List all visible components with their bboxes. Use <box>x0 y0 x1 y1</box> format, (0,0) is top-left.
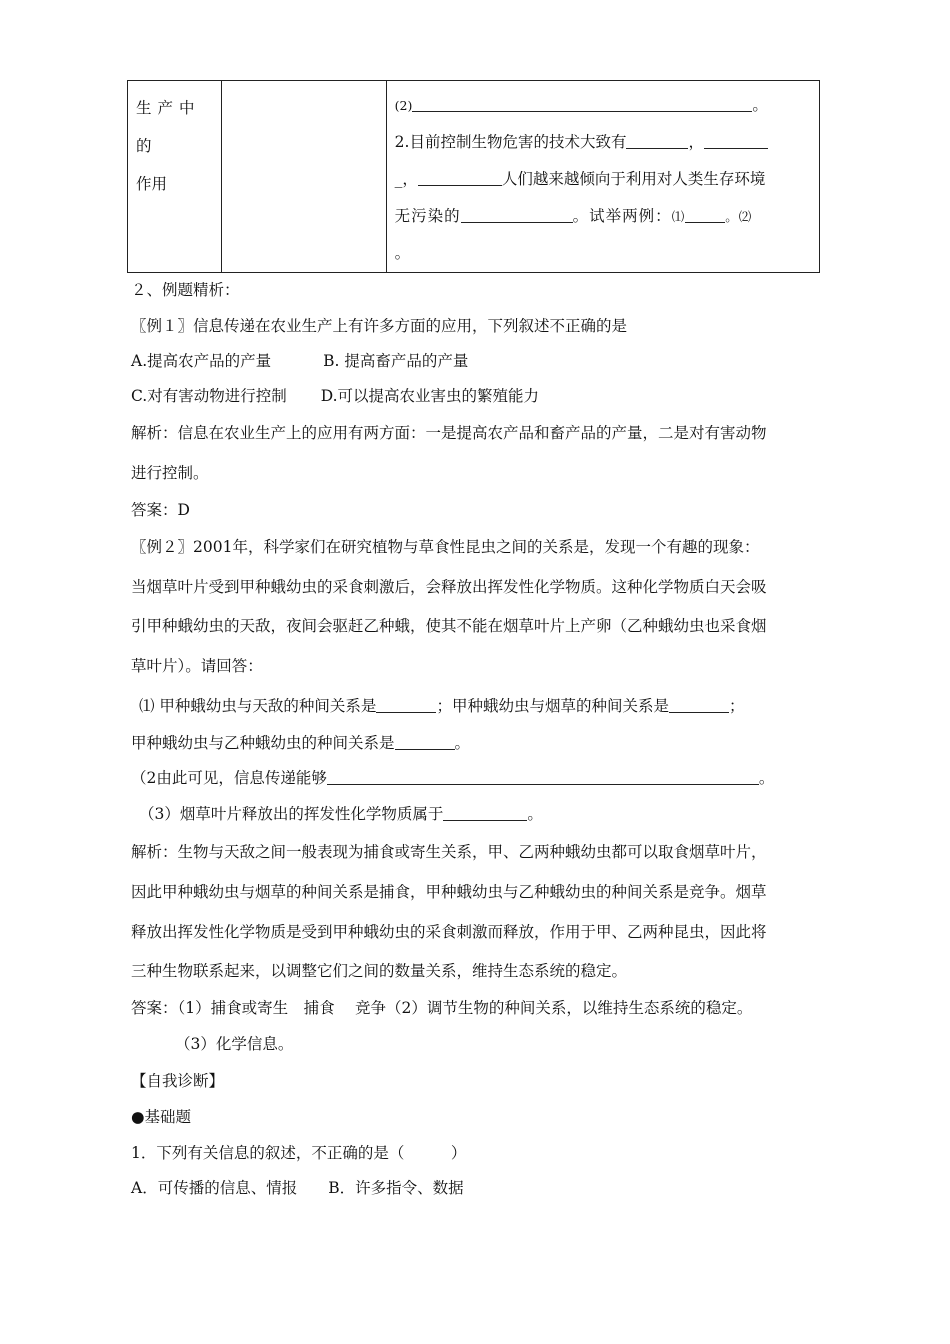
text: 甲种蛾幼虫与乙种蛾幼虫的种间关系是 <box>131 734 395 752</box>
example1-options-ab <box>131 349 468 371</box>
example1-options-cd <box>131 384 539 406</box>
cell-line-4 <box>395 198 809 235</box>
example2-q2 <box>131 766 774 788</box>
text: ⑴ <box>671 209 686 224</box>
period: 。 <box>752 96 768 114</box>
blank-line <box>376 697 436 714</box>
text: 。 <box>758 769 775 787</box>
cell-line-1 <box>395 87 809 124</box>
cell-line-2 <box>395 124 809 161</box>
question-1-options: A．可传播的信息、情报 B．许多指令、数据 <box>131 1179 464 1197</box>
blank-line <box>669 697 729 714</box>
blank-line <box>626 133 688 150</box>
text: 人们越来越倾向于利用对人类生存环境 <box>501 170 766 188</box>
question-1: 1．下列有关信息的叙述，不正确的是（ ） <box>131 1144 467 1162</box>
text: ， <box>688 133 704 151</box>
row-label-line1: 生产中的 <box>136 99 201 155</box>
blank-line <box>461 207 573 224</box>
cell-line-3 <box>395 161 809 198</box>
example2-analysis-line2: 因此甲种蛾幼虫与烟草的种间关系是捕食，甲种蛾幼虫与乙种蛾幼虫的种间关系是竞争。烟草 <box>131 883 767 901</box>
blank-line <box>443 805 527 822</box>
self-diagnosis-title: 【自我诊断】 <box>131 1072 225 1090</box>
item-2-marker: (2) <box>394 98 413 113</box>
blank-line <box>395 734 455 751</box>
text: ； <box>728 697 745 715</box>
basic-heading: ●基础题 <box>131 1108 192 1126</box>
text: 。试举两例： <box>572 207 672 225</box>
example2-q1-line2 <box>131 731 470 753</box>
text: _， <box>394 170 418 188</box>
role-table <box>127 80 820 273</box>
example2-q1-line1 <box>139 694 744 716</box>
row-label-line2: 作用 <box>136 175 168 193</box>
example1-stem: 〖例１〗信息传递在农业生产上有许多方面的应用，下列叙述不正确的是 <box>131 317 628 335</box>
text: 。 <box>454 734 471 752</box>
example1-analysis-line2: 进行控制。 <box>131 464 209 482</box>
row-label-cell <box>128 81 222 273</box>
example2-stem-line3: 引甲种蛾幼虫的天敌，夜间会驱赶乙种蛾，使其不能在烟草叶片上产卵（乙种蛾幼虫也采食烟 <box>131 617 767 635</box>
example2-analysis-line3: 释放出挥发性化学物质是受到甲种蛾幼虫的采食刺激而释放，作用于甲、乙两种昆虫，因此将 <box>131 923 767 941</box>
example2-answer-line1: 答案：（1）捕食或寄生 捕食 竞争（2）调节生物的种间关系，以维持生态系统的稳定。 <box>131 999 753 1017</box>
option-c: C.对有害动物进行控制 <box>131 387 287 405</box>
content-cell <box>386 81 819 273</box>
empty-cell <box>221 81 386 273</box>
blank-line <box>418 170 502 187</box>
example2-answer-line2: （3）化学信息。 <box>175 1035 294 1053</box>
example2-stem-line2: 当烟草叶片受到甲种蛾幼虫的采食刺激后，会释放出挥发性化学物质。这种化学物质白天会吸 <box>131 578 767 596</box>
blank-line <box>685 207 725 224</box>
text: 。⑵ <box>725 209 753 224</box>
example2-q3 <box>139 802 543 824</box>
option-a: A.提高农产品的产量 <box>131 352 272 370</box>
section-title: ２、例题精析： <box>131 281 240 299</box>
text: 2.目前控制生物危害的技术大致有 <box>394 133 627 151</box>
example2-analysis-line1: 解析：生物与天敌之间一般表现为捕食或寄生关系，甲、乙两种蛾幼虫都可以取食烟草叶片， <box>131 843 767 861</box>
option-d: D.可以提高农业害虫的繁殖能力 <box>320 387 540 405</box>
text: ⑴ 甲种蛾幼虫与天敌的种间关系是 <box>139 697 377 715</box>
blank-line <box>704 133 768 150</box>
text: 。 <box>527 805 543 823</box>
example1-analysis-line1: 解析：信息在农业生产上的应用有两方面：一是提高农产品和畜产品的产量，二是对有害动物 <box>131 424 767 442</box>
example2-stem-line1: 〖例２〗2001年，科学家们在研究植物与草食性昆虫之间的关系是，发现一个有趣的现象： <box>131 538 760 556</box>
text: 无污染的 <box>394 207 461 225</box>
text: （3）烟草叶片释放出的挥发性化学物质属于 <box>139 805 444 823</box>
example2-stem-line4: 草叶片）。请回答： <box>131 657 263 675</box>
text: （2由此可见，信息传递能够 <box>131 769 327 787</box>
cell-line-5: 。 <box>394 244 411 262</box>
example2-analysis-line4: 三种生物联系起来，以调整它们之间的数量关系，维持生态系统的稳定。 <box>131 962 628 980</box>
text: ；甲种蛾幼虫与烟草的种间关系是 <box>436 697 669 715</box>
option-b: B. 提高畜产品的产量 <box>323 352 469 370</box>
example1-answer: 答案：D <box>131 501 190 519</box>
blank-line <box>412 96 752 113</box>
blank-line <box>327 769 759 786</box>
